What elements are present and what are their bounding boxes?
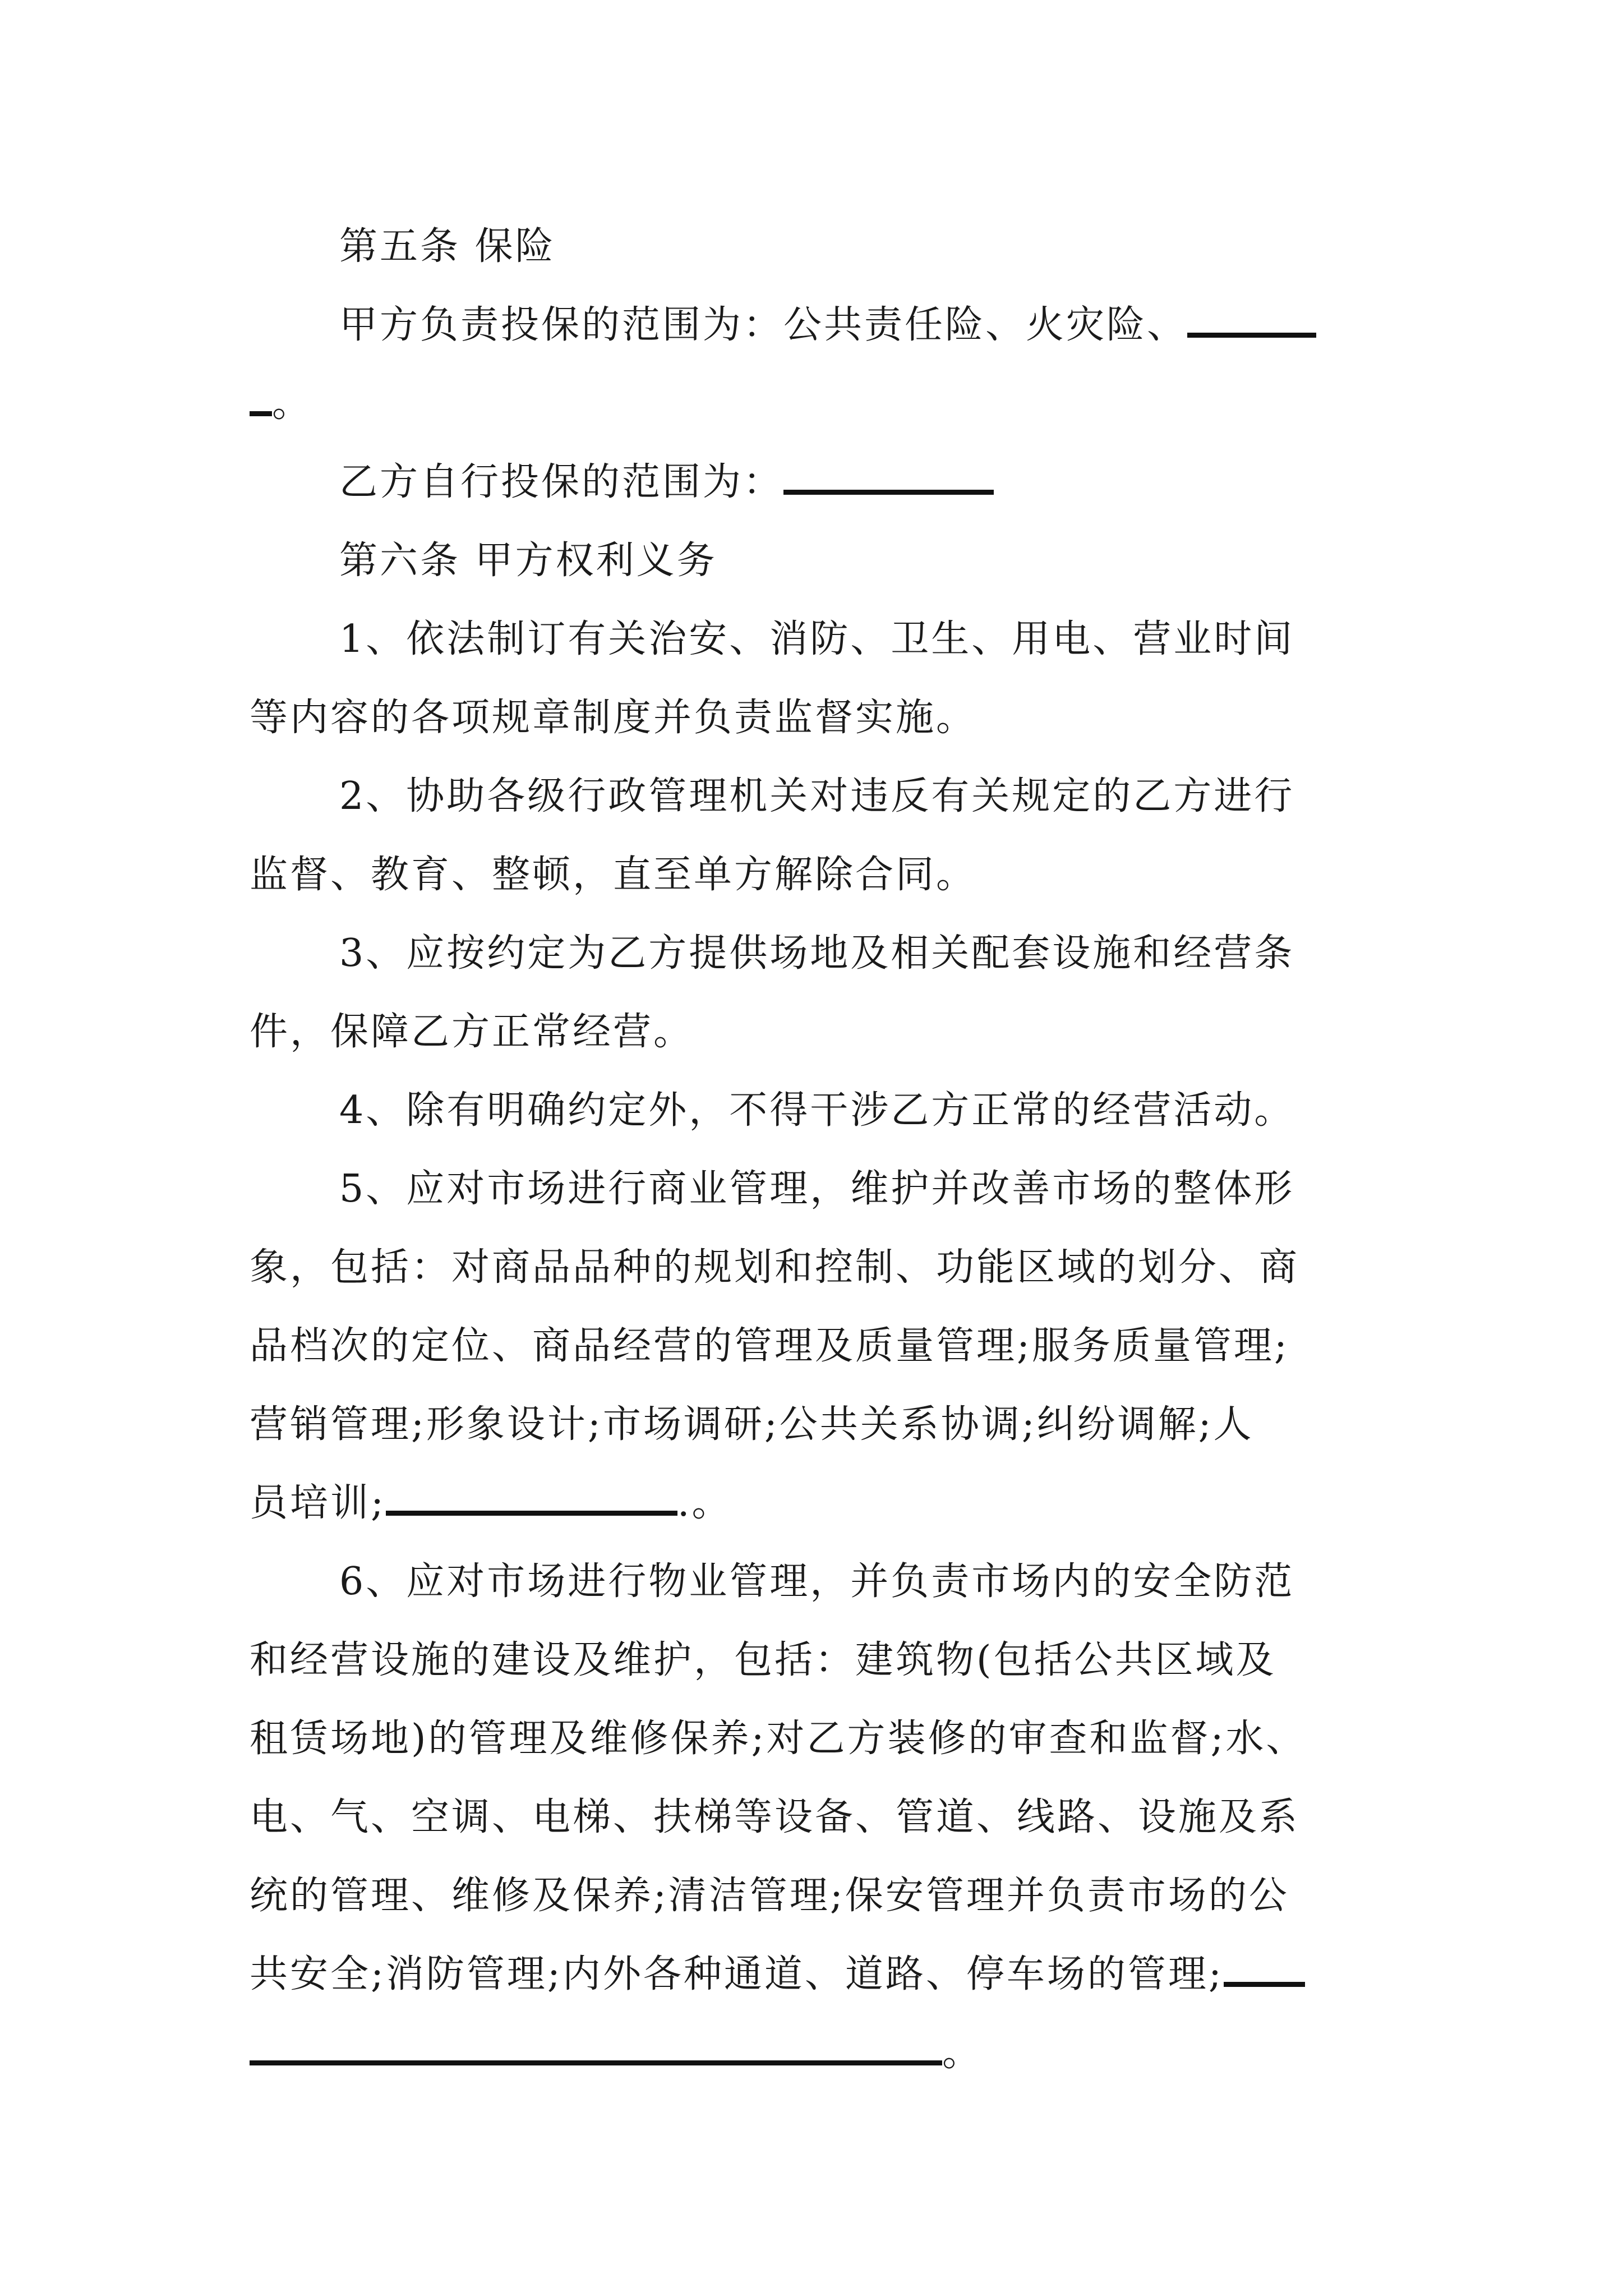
- item-1-text-1: 1、依法制订有关治安、消防、卫生、用电、营业时间: [339, 617, 1295, 661]
- item-3-text-2: 件，保障乙方正常经营。: [250, 1010, 694, 1054]
- item-1-text-2: 等内容的各项规章制度并负责监督实施。: [250, 696, 977, 740]
- party-a-insurance-suffix: 。: [272, 381, 313, 426]
- item-5-line-4: [250, 1386, 1377, 1464]
- item-6-text-1: 6、应对市场进行物业管理，并负责市场内的安全防范: [339, 1559, 1295, 1604]
- party-b-insurance-blank: [783, 461, 994, 495]
- item-6-line-6: [250, 1935, 1377, 2014]
- article-6-heading-text: 第六条 甲方权利义务: [339, 539, 717, 583]
- item-5-text-1: 5、应对市场进行商业管理，维护并改善市场的整体形: [339, 1167, 1295, 1211]
- item-5-line-2: [250, 1228, 1377, 1307]
- item-5-line-3: [250, 1307, 1377, 1386]
- item-6-line-7: [250, 2014, 1377, 2092]
- item-6-line-4: [250, 1778, 1377, 1857]
- item-6-text-4: 电、气、空调、电梯、扶梯等设备、管道、线路、设施及系: [250, 1795, 1300, 1839]
- article-5-heading-text: 第五条 保险: [339, 224, 556, 269]
- item-5-text-5: 员培训;: [250, 1481, 386, 1525]
- item-3-line-1: [250, 914, 1377, 993]
- item-6-suffix: 。: [942, 2031, 983, 2075]
- party-b-insurance-line: [250, 443, 1377, 522]
- item-2-line-2: [250, 836, 1377, 914]
- contract-page: [250, 208, 1377, 2092]
- item-6-text-5: 统的管理、维修及保养;清洁管理;保安管理并负责市场的公: [250, 1874, 1289, 1918]
- party-a-insurance-text: 甲方负责投保的范围为：公共责任险、火灾险、: [339, 303, 1188, 347]
- item-6-line-3: [250, 1700, 1377, 1778]
- item-5-text-2: 象，包括：对商品品种的规划和控制、功能区域的划分、商: [250, 1245, 1300, 1290]
- item-1-line-2: [250, 679, 1377, 757]
- article-5-heading: [250, 208, 1377, 286]
- item-5-blank: [386, 1481, 677, 1516]
- item-2-text-2: 监督、教育、整顿，直至单方解除合同。: [250, 853, 977, 897]
- item-2-text-1: 2、协助各级行政管理机关对违反有关规定的乙方进行: [339, 774, 1295, 818]
- item-6-blank: [1224, 1953, 1305, 1987]
- item-6-text-2: 和经营设施的建设及维护，包括：建筑物(包括公共区域及: [250, 1638, 1276, 1682]
- item-6-text-6: 共安全;消防管理;内外各种通道、道路、停车场的管理;: [250, 1952, 1224, 1996]
- item-5-text-3: 品档次的定位、商品经营的管理及质量管理;服务质量管理;: [250, 1324, 1289, 1368]
- item-5-suffix: .。: [677, 1481, 732, 1525]
- item-3-text-1: 3、应按约定为乙方提供场地及相关配套设施和经营条: [339, 931, 1295, 976]
- item-6-text-3: 租赁场地)的管理及维修保养;对乙方装修的审查和监督;水、: [250, 1717, 1307, 1761]
- item-5-line-1: [250, 1150, 1377, 1228]
- party-a-insurance-blank-cont: [250, 382, 272, 416]
- item-4-line-1: [250, 1071, 1377, 1150]
- item-6-line-1: [250, 1543, 1377, 1621]
- article-6-heading: [250, 522, 1377, 600]
- item-3-line-2: [250, 993, 1377, 1071]
- item-6-blank-cont: [250, 2031, 942, 2065]
- item-5-text-4: 营销管理;形象设计;市场调研;公共关系协调;纠纷调解;人: [250, 1402, 1254, 1447]
- party-a-insurance-line-cont: [250, 365, 1377, 443]
- party-a-insurance-blank: [1187, 303, 1316, 338]
- item-6-line-2: [250, 1621, 1377, 1700]
- party-a-insurance-line: [250, 286, 1377, 365]
- item-6-line-5: [250, 1857, 1377, 1935]
- item-4-text-1: 4、除有明确约定外，不得干涉乙方正常的经营活动。: [339, 1088, 1295, 1133]
- item-1-line-1: [250, 600, 1377, 679]
- item-2-line-1: [250, 757, 1377, 836]
- party-b-insurance-text: 乙方自行投保的范围为：: [339, 460, 784, 504]
- item-5-line-5: [250, 1464, 1377, 1543]
